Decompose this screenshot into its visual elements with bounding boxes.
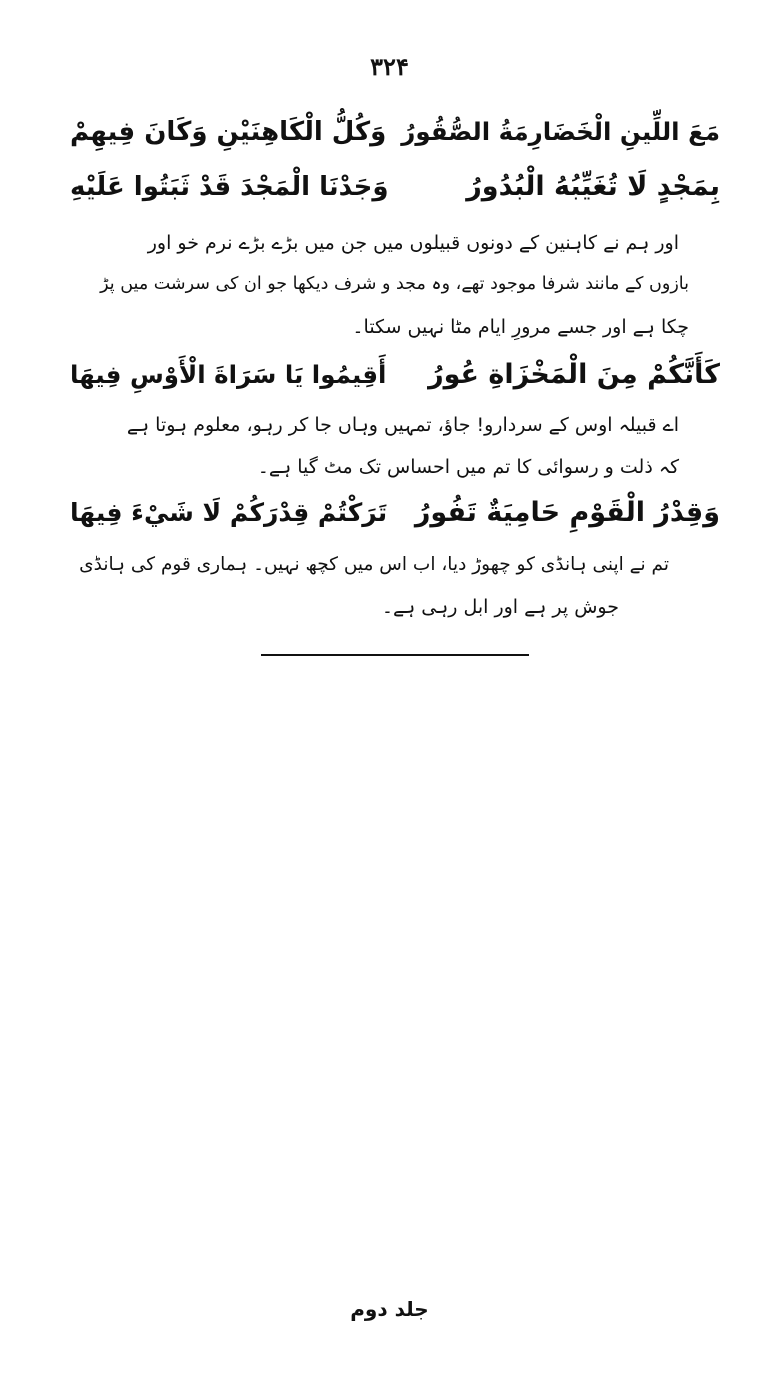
verse-line xyxy=(70,360,720,390)
verse-hemistich-right: أَقِيمُوا يَا سَرَاةَ الْأَوْسِ فِيهَا xyxy=(70,360,387,389)
translation-line: بازوں کے مانند شرفا موجود تھے، وہ مجد و شرف دیکھا جو ان کی سرشت میں پڑ xyxy=(100,274,689,294)
verse-hemistich-left: مَعَ اللِّينِ الْخَضَارِمَةُ الصُّقُورُ xyxy=(401,117,720,146)
page-number: ۳۲۴ xyxy=(370,52,409,81)
translation-line: کہ ذلت و رسوائی کا تم میں احساس تک مٹ گیا ہے۔ xyxy=(257,456,679,478)
verse-hemistich-left: بِمَجْدٍ لَا تُغَيِّبُهُ الْبُدُورُ xyxy=(466,171,720,202)
verse-hemistich-right: تَرَكْتُمْ قِدْرَكُمْ لَا شَيْءَ فِيهَا xyxy=(70,498,388,527)
verse-line xyxy=(70,118,720,147)
translation-line: چکا ہے اور جسے مرورِ ایام مٹا نہیں سکتا۔ xyxy=(352,316,689,338)
translation-line: جوش پر ہے اور ابل رہی ہے۔ xyxy=(381,596,619,618)
volume-footer: جلد دوم xyxy=(350,1297,429,1321)
verse-line xyxy=(70,498,720,528)
verse-hemistich-right: وَجَدْنَا الْمَجْدَ قَدْ ثَبَتُوا عَلَيْهِ xyxy=(70,172,389,202)
verse-hemistich-left: وَقِدْرُ الْقَوْمِ حَامِيَةٌ تَفُورُ xyxy=(414,497,720,528)
translation-line: اور ہم نے کاہنین کے دونوں قبیلوں میں جن میں بڑے بڑے نرم خو اور xyxy=(147,232,679,254)
verse-line xyxy=(70,172,720,202)
verse-hemistich-right: وَكُلُّ الْكَاهِنَيْنِ وَكَانَ فِيهِمْ xyxy=(70,117,387,147)
verse-hemistich-left: كَأَنَّكُمْ مِنَ الْمَخْزَاةِ عُورُ xyxy=(428,359,720,390)
translation-line: تم نے اپنی ہانڈی کو چھوڑ دیا، اب اس میں کچھ نہیں۔ ہماری قوم کی ہانڈی xyxy=(79,554,669,575)
section-divider xyxy=(261,654,529,656)
translation-line: اے قبیلہ اوس کے سردارو! جاؤ، تمہیں وہاں جا کر رہو، معلوم ہوتا ہے xyxy=(126,414,679,436)
